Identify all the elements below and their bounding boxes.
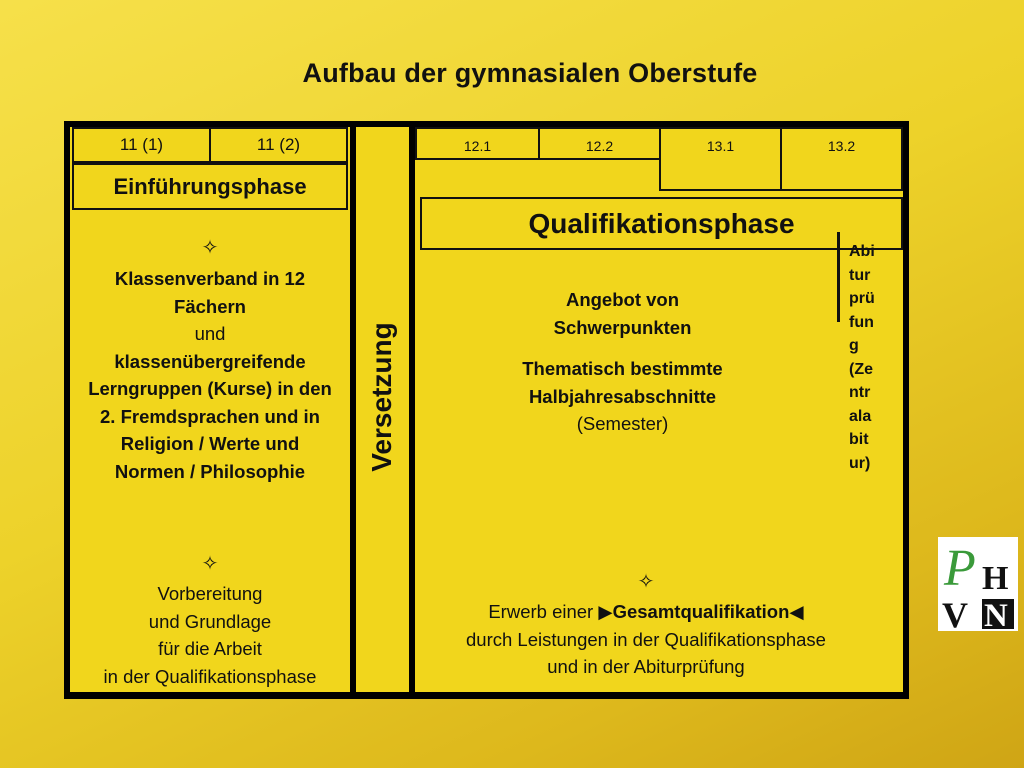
left-text-1: Klassenverband in 12 Fächern <box>114 268 306 317</box>
gesamtqualifikation-line: Erwerb einer ▶Gesamtqualifikation◀ <box>488 601 804 622</box>
sparkle-icon: ✧ <box>637 571 655 593</box>
gesamtqualifikation-group: ✧ Erwerb einer ▶Gesamtqualifikation◀ durch Leistungen in der Qualifikationsphase und in der Abiturprüfung <box>420 572 872 681</box>
einfuehrungsphase-label: Einführungsphase <box>72 163 348 210</box>
svg-text:P: P <box>944 540 976 597</box>
halbjahre-text: Thematisch bestimmte Halbjahresabschnitte (Semester) <box>522 358 723 434</box>
svg-text:N: N <box>984 598 1008 631</box>
semester-11-1: 11 (1) <box>72 127 211 163</box>
left-bullet-group-2 <box>72 554 348 690</box>
versetzung-label: Versetzung <box>366 322 397 472</box>
phvn-logo <box>938 537 1018 631</box>
left-text-connector: und <box>194 323 226 344</box>
left-text-2: klassenübergreifende Lerngruppen (Kurse) in den 2. Fremdsprachen und in Religion / Werte und Normen / Philosophie <box>88 350 332 482</box>
left-bullet-group-1 <box>72 238 348 485</box>
page-title: Aufbau der gymnasialen Oberstufe <box>302 58 758 88</box>
sparkle-icon: ✧ <box>201 553 219 575</box>
phvn-logo-icon <box>938 537 1018 631</box>
semester-12-1: 12.1 <box>415 127 540 160</box>
semester-13-2: 13.2 <box>780 127 903 191</box>
left-text-3: Vorbereitung und Grundlage für die Arbeit in der Qualifikationsphase <box>103 583 317 687</box>
semester-12-2: 12.2 <box>538 127 661 160</box>
arrow-left-icon: ◀ <box>789 601 804 622</box>
qualifikationsphase-label: Qualifikationsphase <box>420 197 903 250</box>
semester-11-2: 11 (2) <box>209 127 348 163</box>
svg-text:H: H <box>982 560 1009 597</box>
semester-13-1: 13.1 <box>659 127 782 191</box>
svg-text:V: V <box>942 595 968 631</box>
abiturpruefung-label: Abi tur prü fun g (Ze ntr ala bit ur) <box>849 243 875 472</box>
sparkle-icon: ✧ <box>201 237 219 259</box>
schwerpunkte-text: Angebot von Schwerpunkten <box>553 289 692 338</box>
abitur-divider <box>837 232 840 322</box>
arrow-right-icon: ▶ <box>598 601 613 622</box>
